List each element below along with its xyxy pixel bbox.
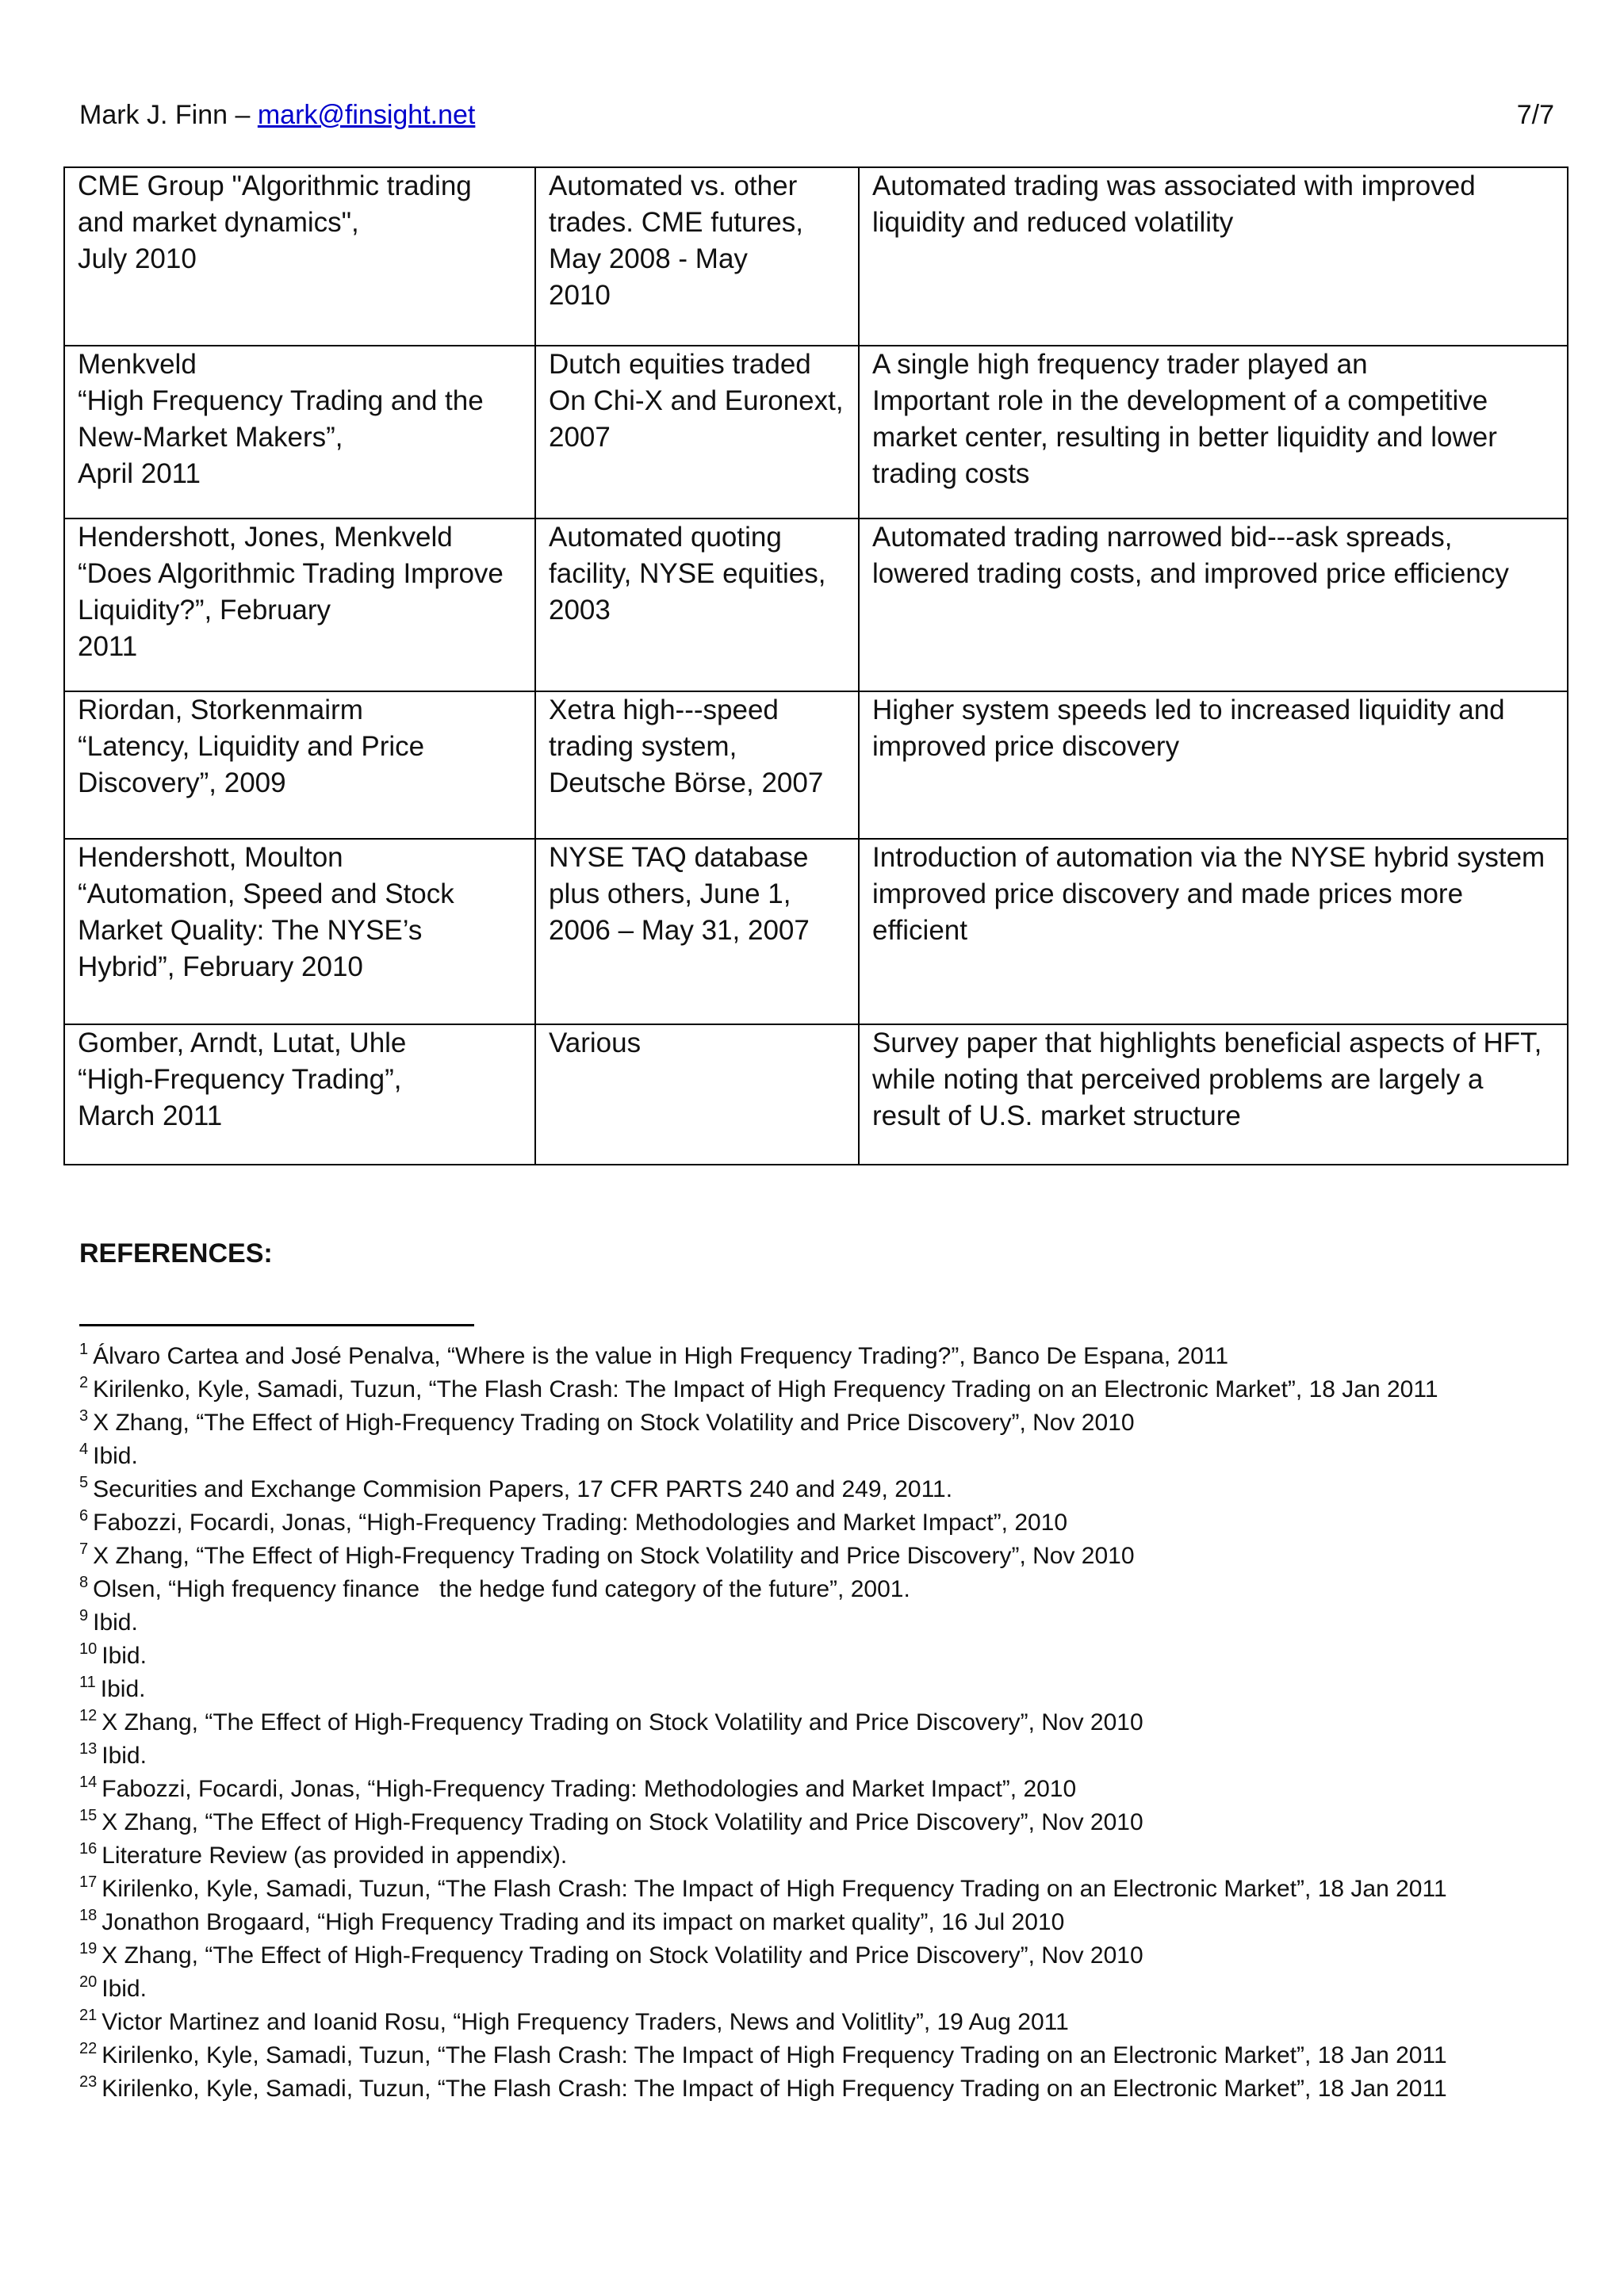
- study-cell: [64, 839, 535, 1024]
- finding-cell: [859, 839, 1568, 1024]
- footnote-text: Ibid.: [102, 1743, 147, 1769]
- footnote-number: 10: [79, 1640, 98, 1658]
- table-row: [64, 167, 1568, 346]
- footnote-number: 22: [79, 2040, 98, 2057]
- data-text: Automated quoting facility, NYSE equities, 2003: [549, 522, 826, 626]
- footnote-item: [79, 1839, 1586, 1873]
- footnote-text: Securities and Exchange Commision Papers, 17 CFR PARTS 240 and 249, 2011.: [93, 1476, 953, 1502]
- footnote-item: [79, 1673, 1586, 1706]
- footnote-number: 7: [79, 1540, 89, 1558]
- table-row: [64, 1024, 1568, 1165]
- author-name: Mark J. Finn –: [79, 100, 258, 130]
- footnote-item: [79, 2072, 1586, 2106]
- table-row: [64, 346, 1568, 519]
- footnote-text: Kirilenko, Kyle, Samadi, Tuzun, “The Flash Crash: The Impact of High Frequency Trading on an Electronic Market”, 18 Jan 2011: [102, 2076, 1447, 2102]
- footnote-number: 6: [79, 1507, 89, 1525]
- footnote-text: Fabozzi, Focardi, Jonas, “High-Frequency Trading: Methodologies and Market Impact”, 2010: [102, 1776, 1077, 1802]
- footnote-text: Kirilenko, Kyle, Samadi, Tuzun, “The Flash Crash: The Impact of High Frequency Trading on an Electronic Market”, 18 Jan 2011: [102, 2042, 1447, 2068]
- data-cell: [535, 691, 859, 839]
- footnote-item: [79, 1540, 1586, 1573]
- page-header: [79, 95, 1554, 135]
- author-email-link[interactable]: mark@finsight.net: [257, 100, 476, 130]
- finding-cell: [859, 519, 1568, 691]
- finding-text: A single high frequency trader played an Important role in the development of a competitive market center, resulting in better liquidity and lower trading costs: [872, 349, 1497, 489]
- finding-text: Survey paper that highlights beneficial aspects of HFT, while noting that perceived problems are largely a result of U.S. market structure: [872, 1027, 1542, 1131]
- footnote-text: Jonathon Brogaard, “High Frequency Trading and its impact on market quality”, 16 Jul 2010: [102, 1909, 1065, 1935]
- data-cell: [535, 346, 859, 519]
- footnote-separator: [79, 1324, 474, 1326]
- footnote-number: 23: [79, 2073, 98, 2091]
- footnote-number: 16: [79, 1840, 98, 1858]
- finding-cell: [859, 1024, 1568, 1165]
- footnote-item: [79, 1873, 1586, 1906]
- footnote-item: [79, 1406, 1586, 1440]
- footnote-item: [79, 1973, 1586, 2006]
- footnote-number: 1: [79, 1341, 89, 1358]
- data-cell: [535, 519, 859, 691]
- data-text: NYSE TAQ database plus others, June 1, 2006 – May 31, 2007: [549, 842, 810, 946]
- footnote-number: 15: [79, 1807, 98, 1824]
- footnote-text: Ibid.: [100, 1676, 146, 1702]
- footnote-text: Kirilenko, Kyle, Samadi, Tuzun, “The Flash Crash: The Impact of High Frequency Trading on an Electronic Market”, 18 Jan 2011: [93, 1376, 1438, 1402]
- footnote-list: [79, 1340, 1586, 2106]
- finding-cell: [859, 167, 1568, 346]
- footnote-number: 12: [79, 1707, 98, 1724]
- footnote-text: Victor Martinez and Ioanid Rosu, “High Frequency Traders, News and Volitlity”, 19 Aug 2011: [102, 2009, 1069, 2035]
- finding-cell: [859, 346, 1568, 519]
- footnote-number: 13: [79, 1740, 98, 1758]
- study-text: Hendershott, Jones, Menkveld “Does Algorithmic Trading Improve Liquidity?”, February 2011: [78, 522, 504, 662]
- literature-table: [63, 166, 1568, 1165]
- study-text: Gomber, Arndt, Lutat, Uhle “High-Frequency Trading”, March 2011: [78, 1027, 407, 1131]
- page-number: 7/7: [1516, 100, 1554, 130]
- footnote-item: [79, 1373, 1586, 1406]
- study-text: Menkveld “High Frequency Trading and the New-Market Makers”, April 2011: [78, 349, 484, 489]
- footnote-item: [79, 1606, 1586, 1640]
- study-cell: [64, 1024, 535, 1165]
- study-cell: [64, 346, 535, 519]
- data-text: Dutch equities traded On Chi-X and Euronext, 2007: [549, 349, 844, 453]
- footnote-text: X Zhang, “The Effect of High-Frequency Trading on Stock Volatility and Price Discovery”, Nov 2010: [93, 1410, 1135, 1436]
- data-text: Automated vs. other trades. CME futures, May 2008 - May 2010: [549, 170, 803, 311]
- footnote-number: 21: [79, 2007, 98, 2024]
- footnote-item: [79, 1573, 1586, 1606]
- footnote-number: 4: [79, 1441, 89, 1458]
- footnote-item: [79, 1340, 1586, 1373]
- footnote-item: [79, 1706, 1586, 1739]
- footnote-text: Ibid.: [93, 1443, 138, 1469]
- table-row: [64, 519, 1568, 691]
- footnote-text: Ibid.: [102, 1643, 147, 1669]
- study-text: Hendershott, Moulton “Automation, Speed and Stock Market Quality: The NYSE’s Hybrid”, February 2010: [78, 842, 454, 982]
- footnote-number: 2: [79, 1374, 89, 1391]
- footnote-item: [79, 1773, 1586, 1806]
- footnote-number: 8: [79, 1574, 89, 1591]
- footnote-number: 18: [79, 1907, 98, 1924]
- footnote-item: [79, 1640, 1586, 1673]
- table-row: [64, 691, 1568, 839]
- finding-text: Higher system speeds led to increased liquidity and improved price discovery: [872, 695, 1505, 762]
- finding-text: Automated trading narrowed bid---ask spreads, lowered trading costs, and improved price efficiency: [872, 522, 1509, 589]
- footnote-number: 5: [79, 1474, 89, 1491]
- footnote-item: [79, 1440, 1586, 1473]
- data-text: Xetra high---speed trading system, Deutsche Börse, 2007: [549, 695, 824, 798]
- footnote-item: [79, 2039, 1586, 2072]
- footnote-text: Álvaro Cartea and José Penalva, “Where is the value in High Frequency Trading?”, Banco De Espana, 2011: [93, 1343, 1229, 1369]
- data-cell: [535, 1024, 859, 1165]
- footnote-item: [79, 1473, 1586, 1506]
- footnote-number: 19: [79, 1940, 98, 1957]
- footnote-number: 11: [79, 1674, 96, 1691]
- data-cell: [535, 167, 859, 346]
- footnote-number: 20: [79, 1973, 98, 1991]
- study-cell: [64, 691, 535, 839]
- literature-table-body: [64, 167, 1568, 1165]
- footnote-text: X Zhang, “The Effect of High-Frequency Trading on Stock Volatility and Price Discovery”, Nov 2010: [102, 1942, 1143, 1969]
- footnote-item: [79, 1806, 1586, 1839]
- study-text: CME Group "Algorithmic trading and market dynamics", July 2010: [78, 170, 472, 274]
- study-cell: [64, 167, 535, 346]
- table-row: [64, 839, 1568, 1024]
- footnote-number: 9: [79, 1607, 89, 1624]
- footnote-number: 3: [79, 1407, 89, 1425]
- footnote-text: Olsen, “High frequency finance the hedge fund category of the future”, 2001.: [93, 1576, 910, 1602]
- author-line: [79, 95, 475, 135]
- footnote-number: 17: [79, 1873, 98, 1891]
- finding-text: Automated trading was associated with improved liquidity and reduced volatility: [872, 170, 1476, 238]
- footnote-text: Ibid.: [93, 1609, 138, 1636]
- finding-cell: [859, 691, 1568, 839]
- footnote-text: Literature Review (as provided in appendix).: [102, 1843, 568, 1869]
- footnote-text: X Zhang, “The Effect of High-Frequency Trading on Stock Volatility and Price Discovery”, Nov 2010: [102, 1709, 1143, 1735]
- footnote-text: Fabozzi, Focardi, Jonas, “High-Frequency Trading: Methodologies and Market Impact”, 2010: [93, 1510, 1068, 1536]
- data-text: Various: [549, 1027, 642, 1058]
- references-heading: REFERENCES:: [79, 1238, 273, 1269]
- footnote-text: Ibid.: [102, 1976, 147, 2002]
- study-cell: [64, 519, 535, 691]
- footnote-text: Kirilenko, Kyle, Samadi, Tuzun, “The Flash Crash: The Impact of High Frequency Trading on an Electronic Market”, 18 Jan 2011: [102, 1876, 1447, 1902]
- footnote-text: X Zhang, “The Effect of High-Frequency Trading on Stock Volatility and Price Discovery”, Nov 2010: [93, 1543, 1135, 1569]
- footnote-item: [79, 2006, 1586, 2039]
- footnote-item: [79, 1739, 1586, 1773]
- footnote-item: [79, 1906, 1586, 1939]
- footnote-number: 14: [79, 1774, 98, 1791]
- study-text: Riordan, Storkenmairm “Latency, Liquidity and Price Discovery”, 2009: [78, 695, 425, 798]
- finding-text: Introduction of automation via the NYSE hybrid system improved price discovery and made prices more efficient: [872, 842, 1545, 946]
- footnote-item: [79, 1939, 1586, 1973]
- footnote-item: [79, 1506, 1586, 1540]
- data-cell: [535, 839, 859, 1024]
- footnote-text: X Zhang, “The Effect of High-Frequency Trading on Stock Volatility and Price Discovery”, Nov 2010: [102, 1809, 1143, 1835]
